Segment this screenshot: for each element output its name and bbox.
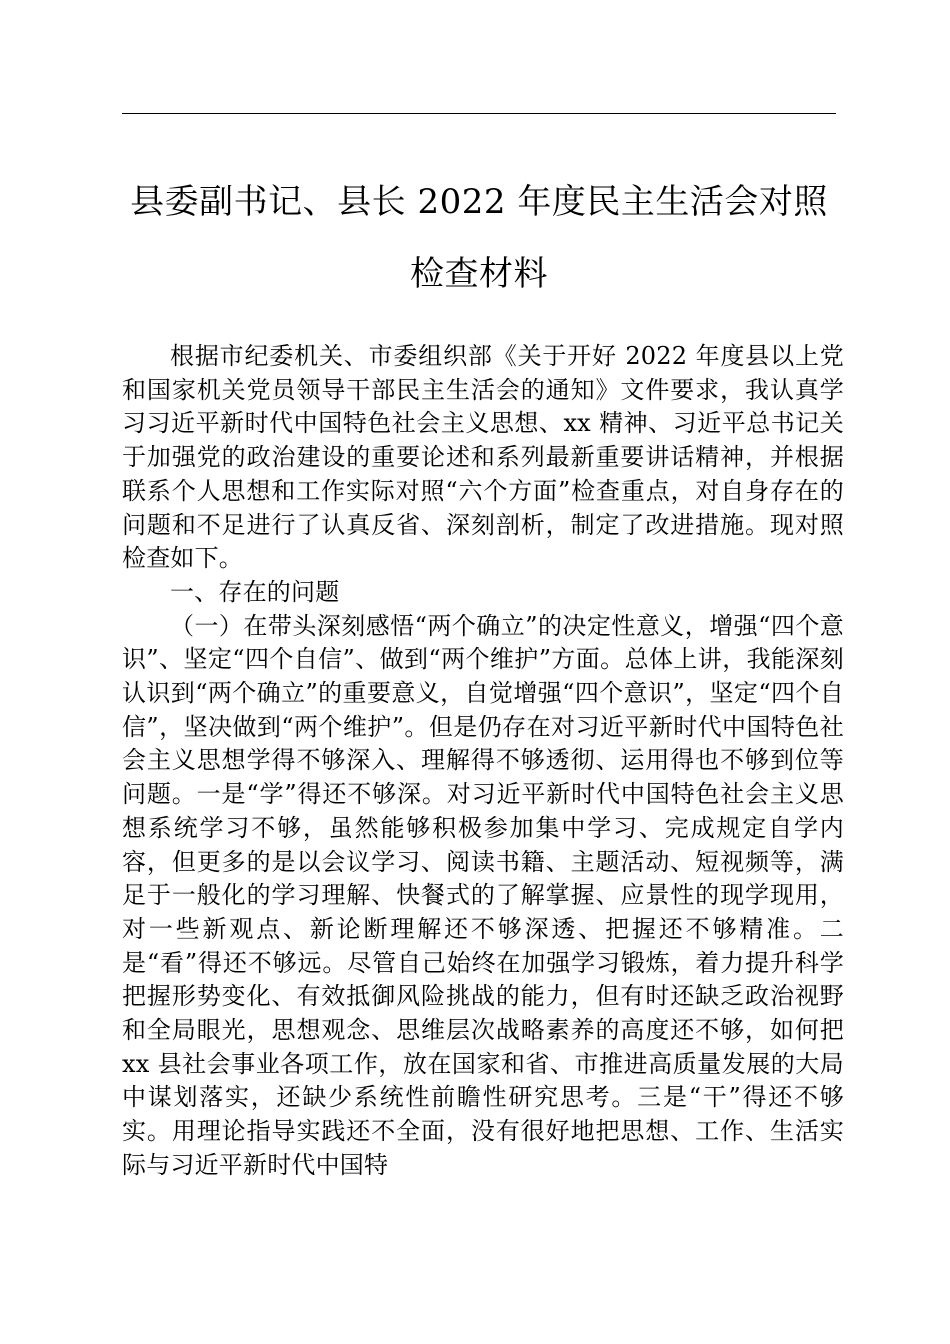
intro-paragraph: 根据市纪委机关、市委组织部《关于开好 2022 年度县以上党和国家机关党员领导干部民主生活会的通知》文件要求，我认真学习习近平新时代中国特色社会主义思想、xx 精神、习近平总书记关于加强党的政治建设的重要论述和系列最新重要讲话精神，并根据联系个人思想和工作实际对照“六个方面”检查重点，对自身存在的问题和不足进行了认真反省、深刻剖析，制定了改进措施。现对照检查如下。 <box>122 342 844 573</box>
header-divider <box>122 113 836 114</box>
document-body <box>122 340 844 1183</box>
document-title <box>122 166 836 310</box>
body-paragraph: （一）在带头深刻感悟“两个确立”的决定性意义，增强“四个意识”、坚定“四个自信”、做到“两个维护”方面。总体上讲，我能深刻认识到“两个确立”的重要意义，自觉增强“四个意识”，坚定“四个自信”，坚决做到“两个维护”。但是仍存在对习近平新时代中国特色社会主义思想学得不够深入、理解得不够透彻、运用得也不够到位等问题。一是“学”得还不够深。对习近平新时代中国特色社会主义思想系统学习不够，虽然能够积极参加集中学习、完成规定自学内容，但更多的是以会议学习、阅读书籍、主题活动、短视频等，满足于一般化的学习理解、快餐式的了解掌握、应景性的现学现用，对一些新观点、新论断理解还不够深透、把握还不够精准。二是“看”得还不够远。尽管自己始终在加强学习锻炼，着力提升科学把握形势变化、有效抵御风险挑战的能力，但有时还缺乏政治视野和全局眼光，思想观念、思维层次战略素养的高度还不够，如何把 xx 县社会事业各项工作，放在国家和省、市推进高质量发展的大局中谋划落实，还缺少系统性前瞻性研究思考。三是“干”得还不够实。用理论指导实践还不全面，没有很好地把思想、工作、生活实际与习近平新时代中国特 <box>122 611 844 1179</box>
title-line-1: 县委副书记、县长 2022 年度民主生活会对照 <box>130 182 828 222</box>
section-heading: 一、存在的问题 <box>170 577 340 606</box>
title-line-2: 检查材料 <box>410 254 548 294</box>
